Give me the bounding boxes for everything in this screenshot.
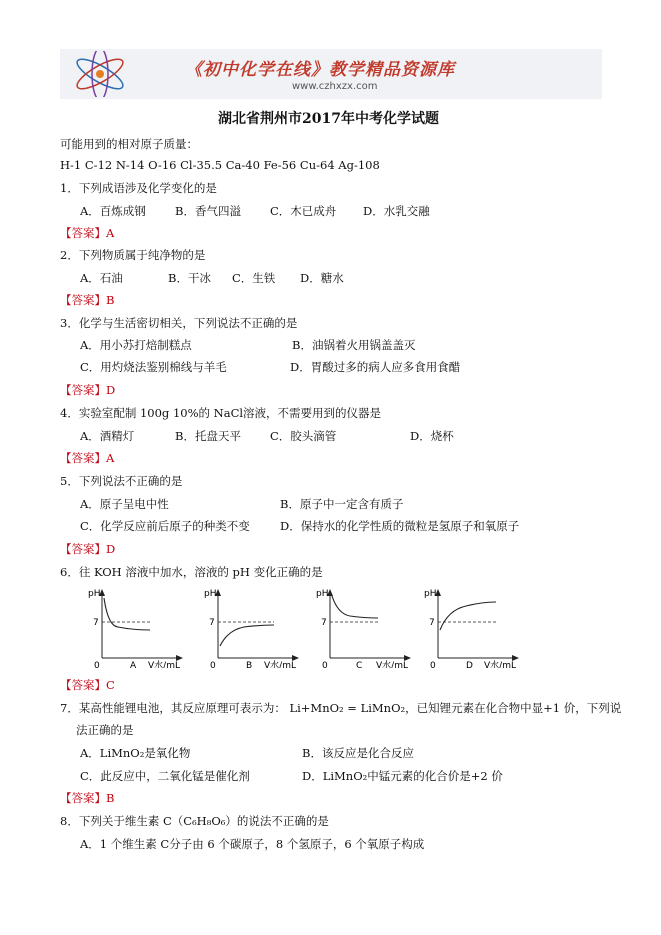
graph-d-ylabel: pH (424, 589, 437, 599)
graph-d-xlabel: V水/mL (484, 661, 516, 668)
intro-text: 可能用到的相对原子质量： (60, 137, 198, 151)
q8-stem: 8．下列关于维生素 C（C₆H₈O₆）的说法不正确的是 (60, 814, 329, 828)
q7-stem-line1: 7．某高性能锂电池，其反应原理可表示为： Li+MnO₂ = LiMnO₂，已知锂元素在化合物中显+1 价，下列说 (60, 701, 622, 715)
page-title: 湖北省荆州市2017年中考化学试题 (218, 111, 439, 127)
banner-title: 《初中化学在线》教学精品资源库 (185, 60, 455, 80)
ph-graph-d (424, 586, 524, 671)
ph-graph-c (316, 586, 416, 671)
header-banner (60, 49, 602, 99)
graph-c-xlabel: V水/mL (376, 661, 408, 668)
q4-option-a: A．酒精灯 (80, 429, 135, 443)
graph-b-seven: 7 (209, 618, 215, 628)
q4-answer: 【答案】A (60, 451, 115, 465)
q1-option-b: B．香气四溢 (175, 204, 241, 218)
ph-graph-b (204, 586, 304, 671)
q6-stem: 6．往 KOH 溶液中加水，溶液的 pH 变化正确的是 (60, 565, 323, 579)
graph-b-letter: B (246, 661, 253, 668)
graph-d-letter: D (466, 661, 473, 668)
graph-a-ylabel: pH (88, 589, 101, 599)
graph-a-letter: A (130, 661, 137, 668)
graph-b-ylabel: pH (204, 589, 217, 599)
q1-option-d: D．水乳交融 (363, 204, 430, 218)
graph-c-zero: 0 (322, 661, 328, 668)
q7-option-c: C．此反应中，二氧化锰是催化剂 (80, 769, 250, 783)
graph-a-xlabel: V水/mL (148, 661, 180, 668)
q5-stem: 5．下列说法不正确的是 (60, 474, 183, 488)
q5-option-a: A．原子呈电中性 (80, 497, 169, 511)
q1-option-a: A．百炼成钢 (80, 204, 146, 218)
graph-a-zero: 0 (94, 661, 100, 668)
atom-logo-icon (70, 51, 130, 97)
q1-option-c: C．木已成舟 (270, 204, 337, 218)
q5-answer: 【答案】D (60, 542, 116, 556)
q1-stem: 1．下列成语涉及化学变化的是 (60, 181, 217, 195)
graph-d-seven: 7 (429, 618, 435, 628)
q7-option-b: B．该反应是化合反应 (302, 746, 414, 760)
q1-answer: 【答案】A (60, 226, 115, 240)
q4-option-d: D．烧杯 (410, 429, 454, 443)
ph-graph-a (88, 586, 188, 671)
q2-option-d: D．糖水 (300, 271, 344, 285)
q4-option-b: B．托盘天平 (175, 429, 241, 443)
q3-option-a: A．用小苏打焙制糕点 (80, 338, 192, 352)
q8-option-a: A．1 个维生素 C分子由 6 个碳原子，8 个氢原子，6 个氧原子构成 (80, 837, 425, 851)
q7-option-a: A．LiMnO₂是氧化物 (80, 746, 191, 760)
q7-answer: 【答案】B (60, 791, 115, 805)
atomic-masses: H-1 C-12 N-14 O-16 Cl-35.5 Ca-40 Fe-56 Cu-64 Ag-108 (60, 158, 380, 172)
banner-url: www.czhxzx.com (292, 81, 378, 92)
graph-c-seven: 7 (321, 618, 327, 628)
q3-option-c: C．用灼烧法鉴别棉线与羊毛 (80, 360, 227, 374)
graph-a-seven: 7 (93, 618, 99, 628)
q2-stem: 2．下列物质属于纯净物的是 (60, 248, 206, 262)
q3-answer: 【答案】D (60, 383, 116, 397)
q4-option-c: C．胶头滴管 (270, 429, 337, 443)
q5-option-d: D．保持水的化学性质的微粒是氢原子和氧原子 (280, 519, 520, 533)
q2-option-c: C．生铁 (232, 271, 276, 285)
graph-b-xlabel: V水/mL (264, 661, 296, 668)
graph-c-ylabel: pH (316, 589, 329, 599)
q2-answer: 【答案】B (60, 293, 115, 307)
q7-option-d: D．LiMnO₂中锰元素的化合价是+2 价 (302, 769, 503, 783)
q3-option-b: B．油锅着火用锅盖盖灭 (292, 338, 416, 352)
q3-stem: 3．化学与生活密切相关，下列说法不正确的是 (60, 316, 298, 330)
q2-option-a: A．石油 (80, 271, 123, 285)
q2-option-b: B．干冰 (168, 271, 211, 285)
q4-stem: 4．实验室配制 100g 10%的 NaCl溶液，不需要用到的仪器是 (60, 406, 382, 420)
q3-option-d: D．胃酸过多的病人应多食用食醋 (290, 360, 461, 374)
q5-option-b: B．原子中一定含有质子 (280, 497, 404, 511)
graph-b-zero: 0 (210, 661, 216, 668)
graph-d-zero: 0 (430, 661, 436, 668)
q5-option-c: C．化学反应前后原子的种类不变 (80, 519, 250, 533)
q7-stem-line2: 法正确的是 (76, 723, 134, 737)
q6-answer: 【答案】C (60, 678, 115, 692)
graph-c-letter: C (356, 661, 363, 668)
